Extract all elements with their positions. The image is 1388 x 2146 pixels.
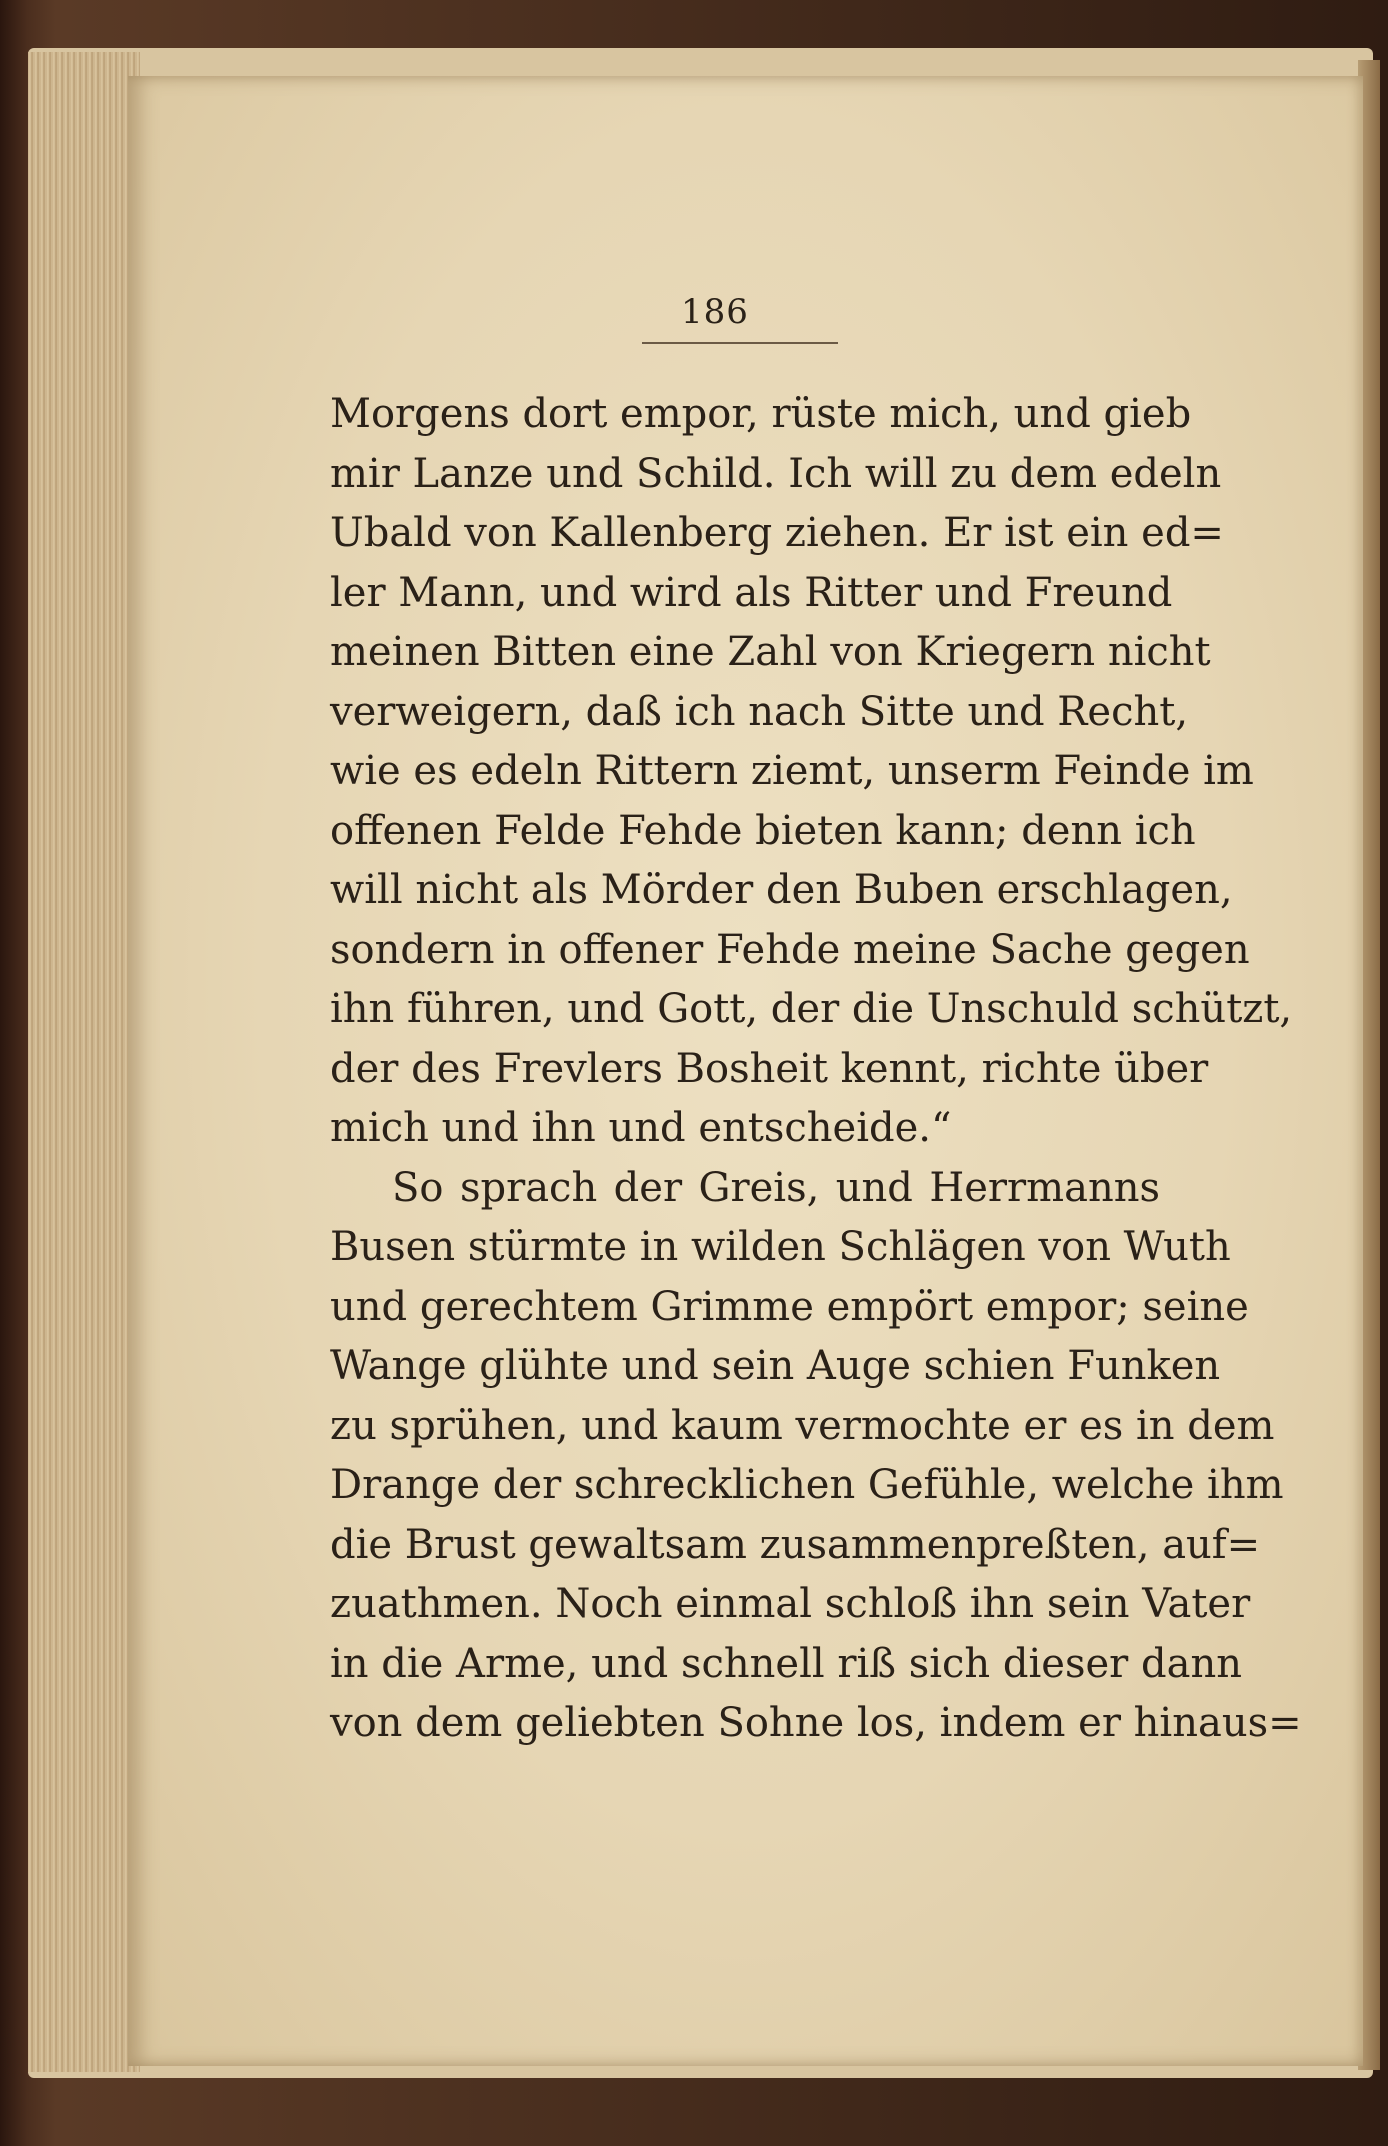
text-line: zu sprühen, und kaum vermochte er es in dem bbox=[330, 1402, 1275, 1449]
text-line: offenen Felde Fehde bieten kann; denn ich bbox=[330, 807, 1196, 854]
text-line: mir Lanze und Schild. Ich will zu dem edeln bbox=[330, 450, 1222, 497]
text-line: Drange der schrecklichen Gefühle, welche ihm bbox=[330, 1462, 1284, 1508]
text-line: mich und ihn und entscheide.“ bbox=[330, 1105, 952, 1151]
text-line: die Brust gewaltsam zusammenpreßten, auf= bbox=[330, 1521, 1261, 1568]
text-line: Ubald von Kallenberg ziehen. Er ist ein ed= bbox=[330, 510, 1224, 556]
text-line: verweigern, daß ich nach Sitte und Recht, bbox=[330, 688, 1189, 735]
text-line: ler Mann, und wird als Ritter und Freund bbox=[330, 569, 1173, 616]
text-line: will nicht als Mörder den Buben erschlagen, bbox=[330, 867, 1233, 913]
text-line: Morgens dort empor, rüste mich, und gieb bbox=[330, 391, 1192, 437]
text-line: Wange glühte und sein Auge schien Funken bbox=[330, 1343, 1221, 1389]
text-line: zuathmen. Noch einmal schloß ihn sein Vater bbox=[330, 1581, 1251, 1627]
text-line: sondern in offener Fehde meine Sache gegen bbox=[330, 926, 1250, 973]
text-line: wie es edeln Rittern ziemt, unserm Feinde im bbox=[330, 748, 1254, 794]
text-line: in die Arme, und schnell riß sich dieser dann bbox=[330, 1640, 1242, 1687]
text-line: So sprach der Greis, und Herrmanns bbox=[392, 1164, 1160, 1211]
page-edges bbox=[28, 52, 140, 2072]
text-line: von dem geliebten Sohne los, indem er hinaus= bbox=[330, 1700, 1302, 1746]
page-number: 186 bbox=[681, 292, 749, 332]
text-line: Busen stürmte in wilden Schlägen von Wuth bbox=[330, 1224, 1231, 1270]
text-line: meinen Bitten eine Zahl von Kriegern nicht bbox=[330, 629, 1211, 675]
text-line: ihn führen, und Gott, der die Unschuld schützt, bbox=[330, 986, 1293, 1032]
text-line: und gerechtem Grimme empört empor; seine bbox=[330, 1283, 1249, 1330]
header-rule bbox=[642, 342, 838, 344]
body-text bbox=[330, 385, 1302, 1754]
text-line: der des Frevlers Bosheit kennt, richte über bbox=[330, 1045, 1209, 1092]
